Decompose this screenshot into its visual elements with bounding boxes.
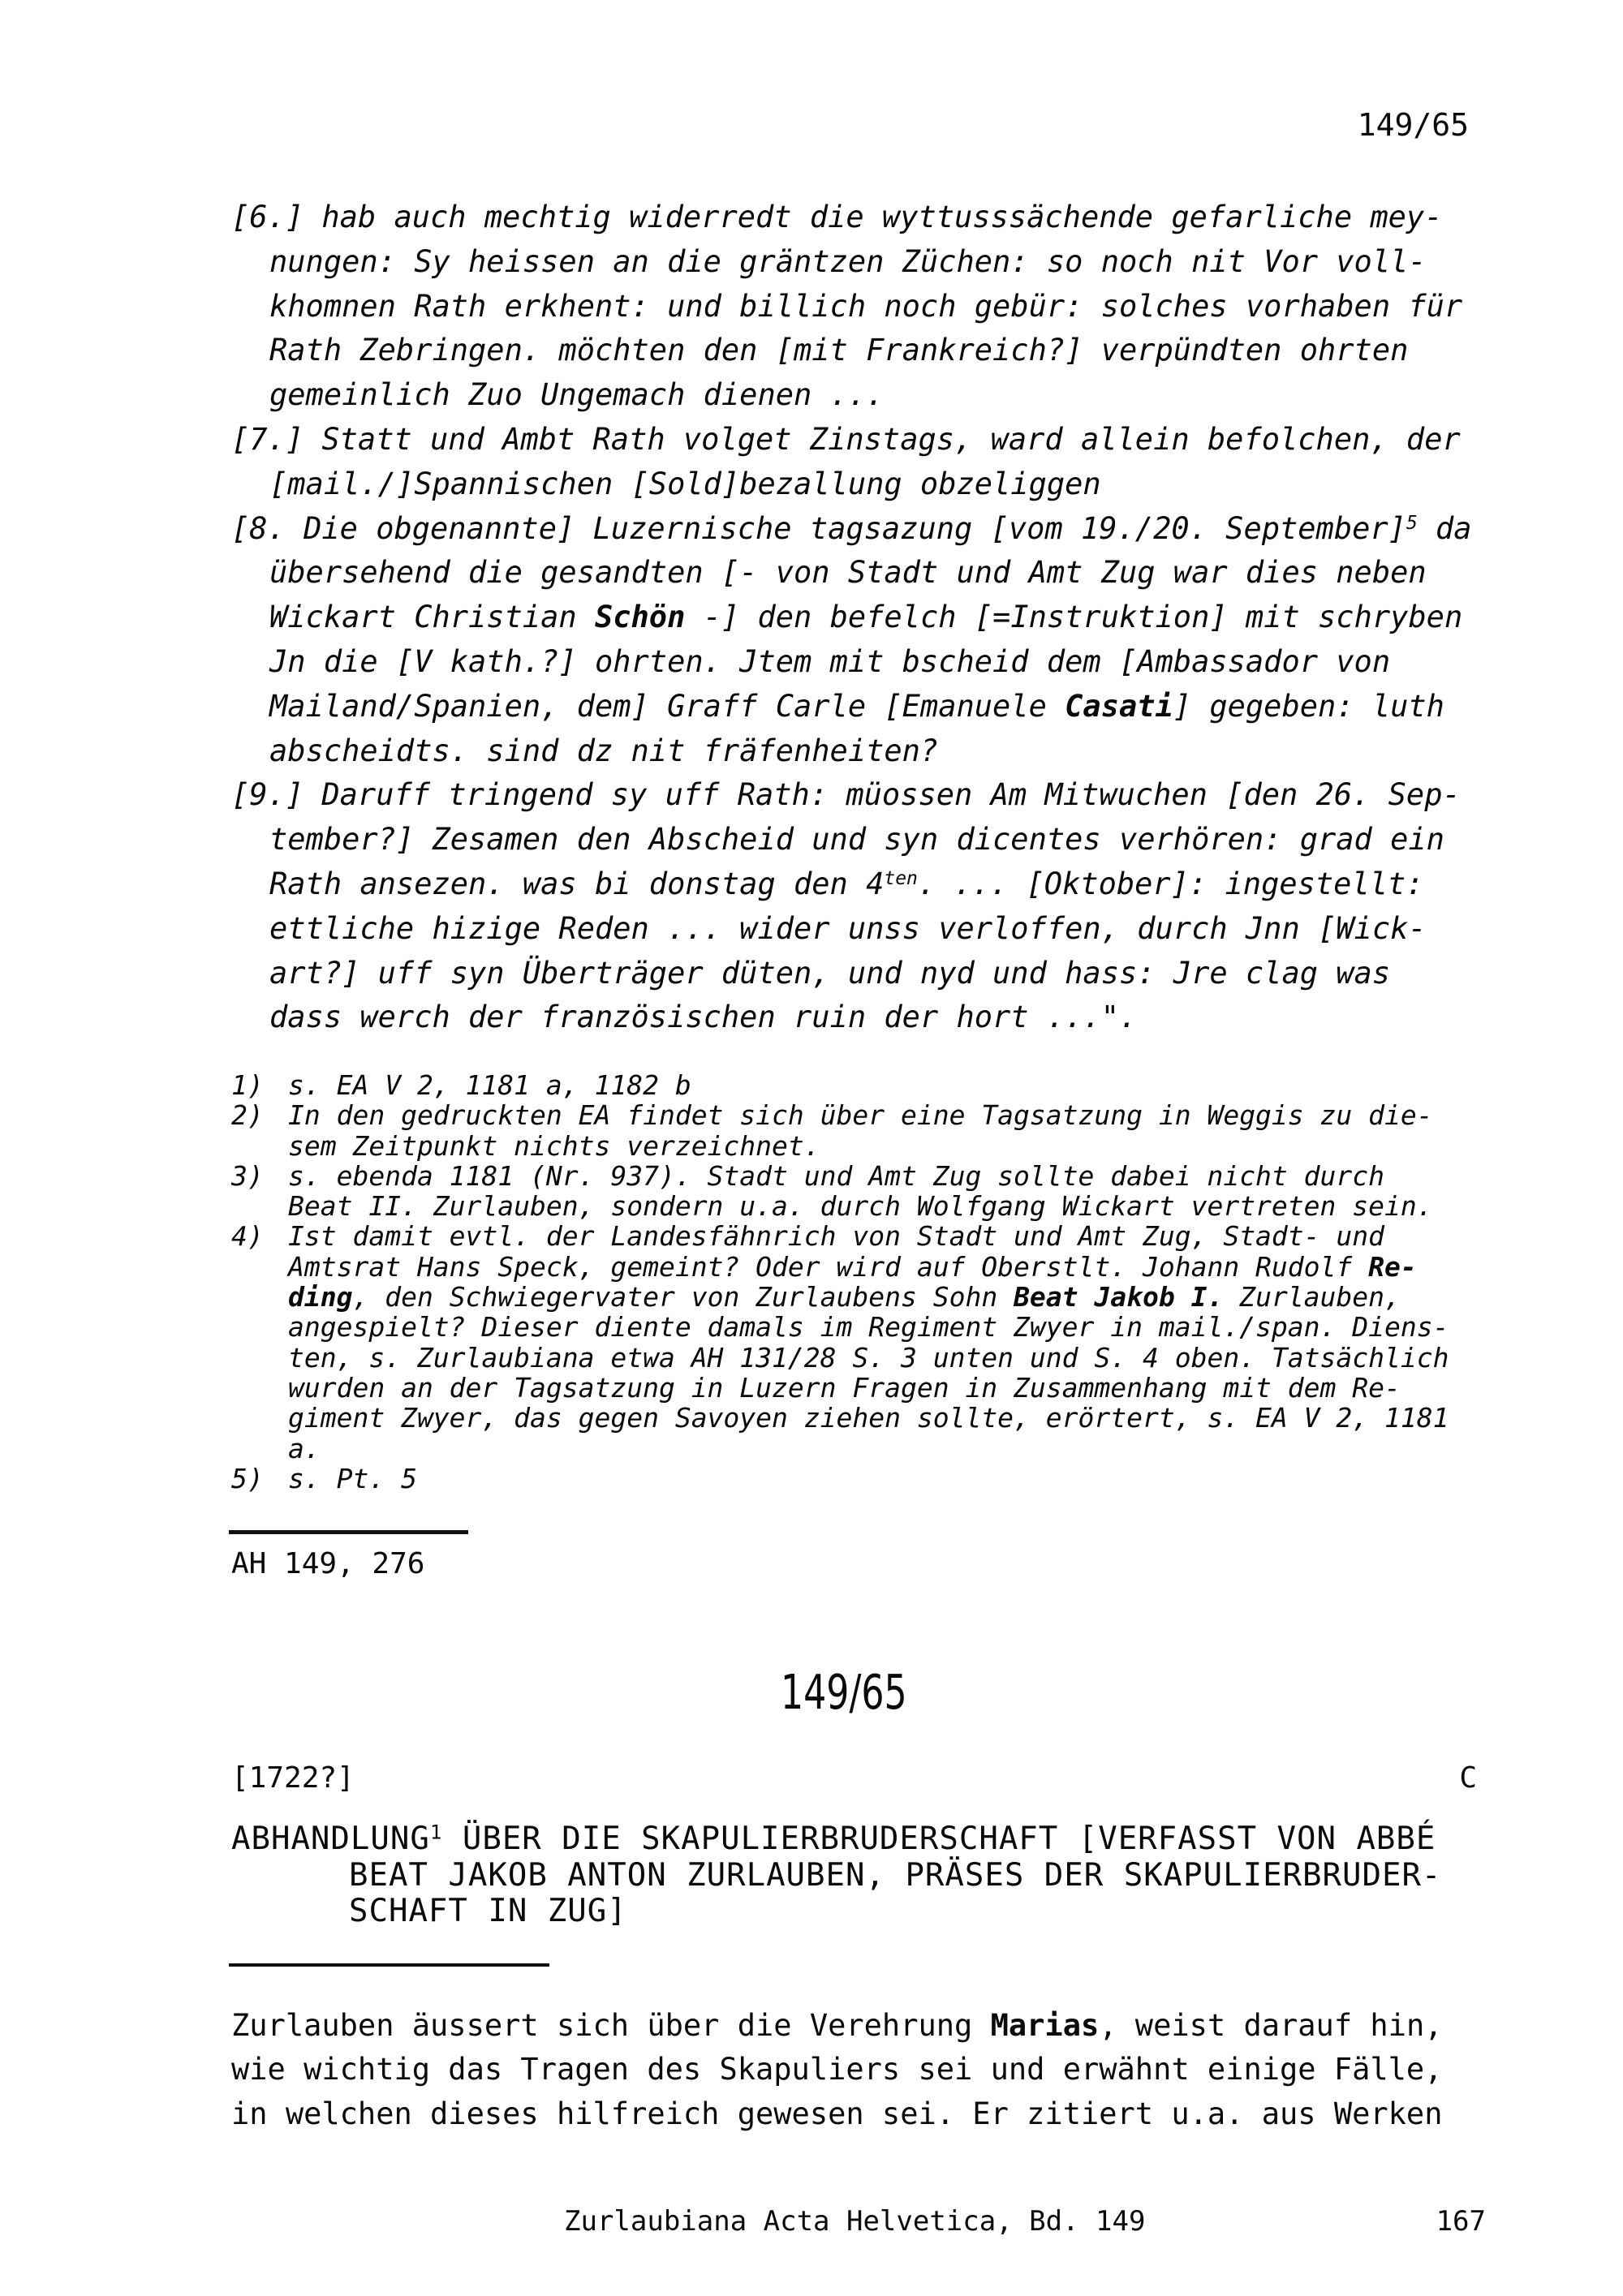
text-line: Beat II. Zurlauben, sondern u.a. durch Wolfgang Wickart vertreten sein. [288,1190,1433,1223]
text-line: [8. Die obgenannte] Luzernische tagsazung [vom 19./20. September]$^5$ da [231,510,1472,546]
text-line: [mail./]Spannischen [Sold]bezallung obzeliggen [269,466,1101,501]
text-line: [6.] hab auch mechtig widerredt die wyttusssächende gefarliche mey- [231,200,1443,234]
footnote-2 [231,1100,1546,1161]
text-line: abscheidts. sind dz nit fräfenheiten? [269,733,939,768]
transcript-paragraph-9 [231,773,1530,1040]
text-line: angespielt? Dieser diente damals im Regiment Zwyer in mail./span. Diens- [288,1311,1449,1344]
text-line: In den gedruckten EA findet sich über eine Tagsatzung in Weggis zu die- [288,1099,1433,1132]
text-line: ettliche hizige Reden ... wider unss verloffen, durch Jnn [Wick- [269,910,1427,946]
text-line: ABHANDLUNG$^1$ ÜBER DIE SKAPULIERBRUDERSCHAFT [VERFASST VON ABBÉ [231,1821,1436,1857]
footnote-text [288,1464,1546,1494]
entry-number-heading: 149/65 [781,1664,907,1720]
footnote-label: 5) [231,1462,264,1494]
archive-reference: AH 149, 276 [231,1547,425,1580]
text-line: ten, s. Zurlaubiana etwa AH 131/28 S. 3 unten und S. 4 oben. Tatsächlich [288,1341,1449,1374]
text-line: Mailand/Spanien, dem] Graff Carle [Emanuele Casati] gegeben: luth [269,688,1444,724]
volume-title: Zurlaubiana Acta Helvetica, Bd. 149 [564,2205,1146,2238]
footnote-text [288,1100,1546,1161]
text-line: giment Zwyer, das gegen Savoyen ziehen sollte, erörtert, s. EA V 2, 1181 [288,1402,1449,1434]
text-line: s. Pt. 5 [288,1462,417,1494]
text-line: BEAT JAKOB ANTON ZURLAUBEN, PRÄSES DER SKAPULIERBRUDER- [349,1856,1442,1894]
footnote-text [288,1070,1546,1100]
text-line: [9.] Daruff tringend sy uff Rath: müossen Am Mitwuchen [den 26. Sep- [231,777,1461,813]
text-line: dass werch der französischen ruin der hort ...". [269,1000,1138,1035]
footnote-text [288,1221,1546,1463]
text-line: übersehend die gesandten [- von Stadt und Amt Zug war dies neben [269,555,1427,591]
text-line: ding, den Schwiegervater von Zurlaubens Sohn Beat Jakob I. Zurlauben, [288,1281,1401,1314]
footnotes-block [231,1070,1546,1494]
text-line: gemeinlich Zuo Ungemach dienen ... [269,377,885,413]
footnote-label: 1) [231,1069,264,1101]
entry-classification: C [1459,1761,1477,1795]
page-number: 167 [1436,2205,1486,2238]
transcript-paragraph-8 [231,507,1530,774]
transcript-paragraph-6 [231,196,1530,418]
separator-rule [229,1530,468,1534]
text-line: Jn die [V kath.?] ohrten. Jtem mit bscheid dem [Ambassador von [269,643,1391,679]
text-line: wurden an der Tagsatzung in Luzern Fragen in Zusammenhang mit dem Re- [288,1371,1401,1404]
text-line: art?] uff syn Überträger düten, und nyd und hass: Jre clag was [269,955,1391,991]
text-line: khomnen Rath erkhent: und billich noch gebür: solches vorhaben für [269,288,1463,324]
footnote-label: 4) [231,1220,264,1253]
transcript-paragraph-7 [231,418,1530,507]
text-line: nungen: Sy heissen an die gräntzen Züchen: so noch nit Vor voll- [269,243,1427,279]
text-line: Amtsrat Hans Speck, gemeint? Oder wird auf Oberstlt. Johann Rudolf Re- [288,1250,1417,1283]
text-line: Zurlauben äussert sich über die Verehrung Marias, weist darauf hin, [231,2008,1443,2043]
text-line: wie wichtig das Tragen des Skapuliers sei und erwähnt einige Fälle, [231,2052,1443,2087]
text-line: Wickart Christian Schön -] den befelch [=Instruktion] mit schryben [269,600,1463,635]
text-line: s. ebenda 1181 (Nr. 937). Stadt und Amt Zug sollte dabei nicht durch [288,1159,1385,1192]
transcript-block [231,196,1530,1040]
text-line: in welchen dieses hilfreich gewesen sei. Er zitiert u.a. aus Werken [231,2096,1443,2131]
entry-meta-row [231,1761,1477,1796]
footnote-4 [231,1221,1546,1463]
text-line: SCHAFT IN ZUG] [349,1893,627,1930]
text-line: Rath ansezen. was bi donstag den $4^{ten}$. ... [Oktober]: ingestellt: [269,866,1424,901]
footnote-5 [231,1464,1546,1494]
entry-summary [231,2004,1546,2136]
text-line: [7.] Statt und Ambt Rath volget Zinstags, ward allein befolchen, der [231,421,1461,457]
text-line: a. [288,1432,321,1464]
text-line: tember?] Zesamen den Abscheid und syn dicentes verhören: grad ein [269,822,1444,858]
text-line: Rath Zebringen. möchten den [mit Frankreich?] verpündten ohrten [269,333,1409,368]
entry-date: [1722?] [231,1761,355,1795]
separator-rule [229,1963,549,1967]
text-line: sem Zeitpunkt nichts verzeichnet. [288,1129,820,1162]
text-line: Ist damit evtl. der Landesfähnrich von Stadt und Amt Zug, Stadt- und [288,1220,1385,1253]
footnote-label: 2) [231,1099,264,1132]
page-footer [564,2204,1486,2239]
footnote-3 [231,1161,1546,1222]
footnote-1 [231,1070,1546,1100]
entry-title [231,1821,1546,1930]
running-head-entry-number: 149/65 [1357,107,1469,143]
text-line: s. EA V 2, 1181 a, 1182 b [288,1069,691,1101]
footnote-text [288,1161,1546,1222]
footnote-label: 3) [231,1159,264,1192]
